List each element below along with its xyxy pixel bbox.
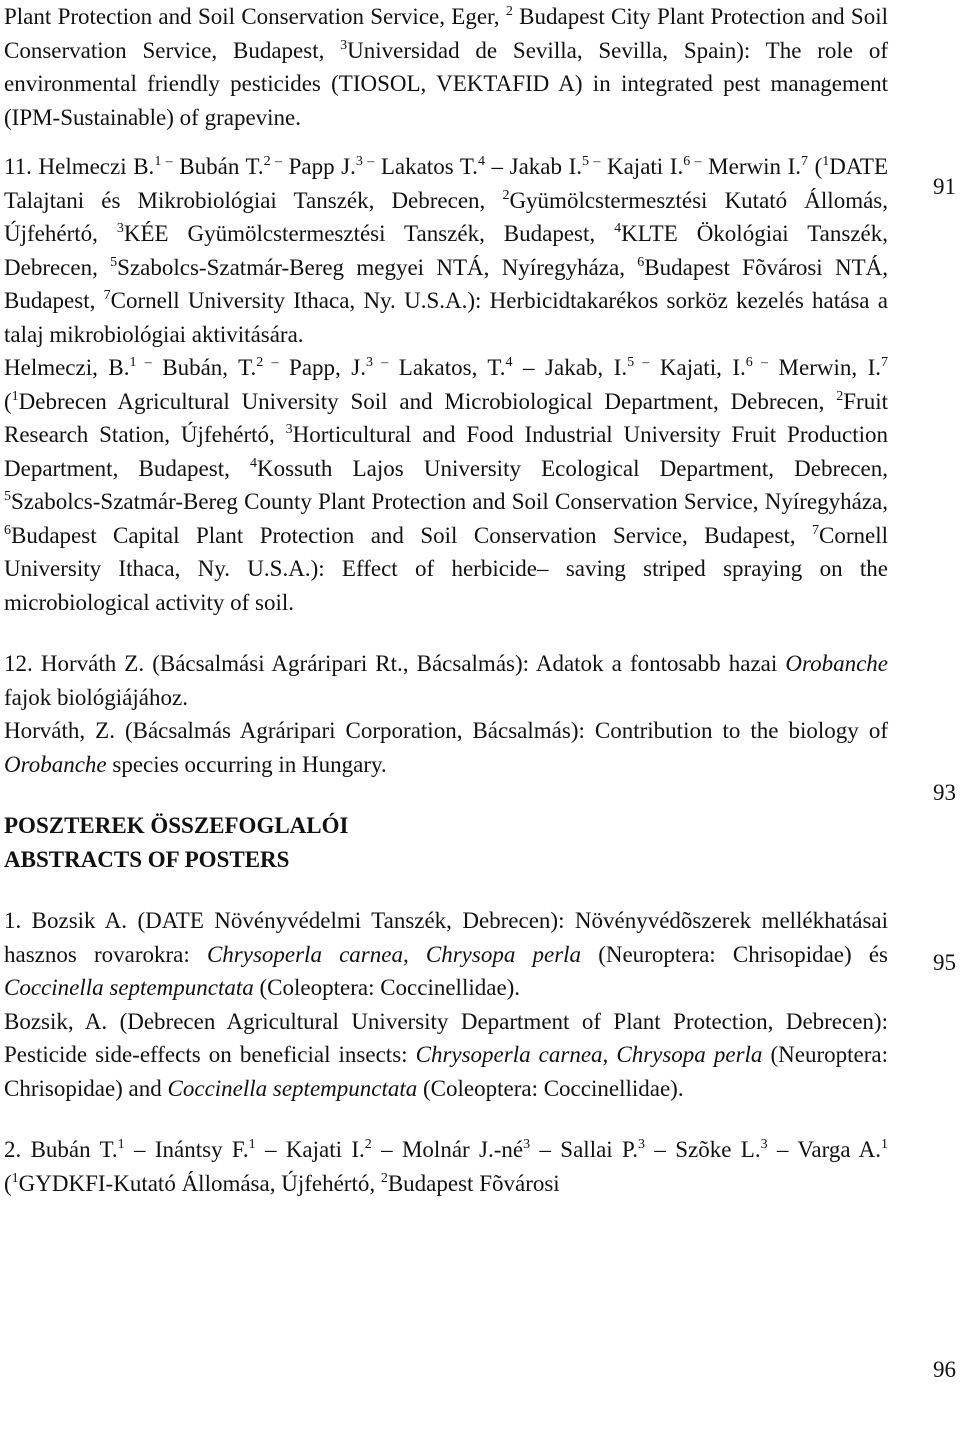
superscript: 1 <box>11 1170 19 1186</box>
text: Papp J. <box>281 154 356 179</box>
entry-12-hungarian <box>4 647 888 714</box>
text: Plant Protection and Soil Conservation Service, Eger, <box>4 4 506 29</box>
superscript: 6 <box>4 522 11 538</box>
text: – Molnár J.-né <box>371 1137 524 1162</box>
superscript: 6 <box>637 254 645 270</box>
text: (Neuroptera: Chrisopidae) and <box>4 1042 888 1101</box>
text: Budapest Fõvárosi <box>387 1170 560 1196</box>
text: Budapest Fõvárosi NTÁ, Budapest, <box>4 254 888 313</box>
text: 2. Bubán T. <box>4 1137 118 1162</box>
superscript: 7 <box>801 154 808 169</box>
text: – Varga A. <box>767 1137 882 1162</box>
entry-11-english <box>4 351 888 619</box>
text: Cornell University Ithaca, Ny. U.S.A.): Herbicidtakarékos sorköz kezelés hatása a talaj mikrobiológiai aktivitására. <box>4 288 888 347</box>
superscript: 7 <box>103 288 111 303</box>
text: Budapest City Plant Protection and Soil Conservation Service, Budapest, <box>4 4 888 63</box>
text: Bubán, T. <box>151 355 257 380</box>
superscript: 2 – <box>263 154 282 169</box>
species-name: Chrysoperla carnea, Chrysopa perla <box>415 1042 763 1067</box>
page-number-93: 93 <box>933 780 956 805</box>
text: (Neuroptera: Chrisopidae) és <box>581 941 888 967</box>
superscript: 1 – <box>154 154 173 169</box>
text: KÉE Gyümölcstermesztési Tanszék, Budapest, <box>123 221 615 246</box>
superscript: 5 – <box>582 154 601 169</box>
superscript: 2 <box>836 388 844 404</box>
superscript: 3 <box>523 1137 531 1152</box>
superscript: 3 <box>116 221 124 236</box>
superscript: 1 <box>11 388 19 404</box>
superscript: 5 – <box>627 355 650 370</box>
text: 11. Helmeczi B. <box>4 154 155 179</box>
text: ( <box>4 1170 12 1196</box>
superscript: 2 – <box>256 355 279 370</box>
text: Kajati I. <box>600 154 684 179</box>
superscript: 5 <box>4 489 11 504</box>
text: – Inántsy F. <box>124 1137 249 1162</box>
text: ( <box>808 154 823 179</box>
superscript: 6 – <box>745 355 769 370</box>
species-name: Orobanche <box>4 751 107 777</box>
text: GYDKFI-Kutató Állomása, Újfehértó, <box>18 1170 381 1196</box>
text: KLTE Ökológiai Tanszék, Debrecen, <box>4 221 888 280</box>
posters-heading-english: ABSTRACTS OF POSTERS <box>4 846 290 872</box>
superscript: 3 <box>285 422 293 437</box>
superscript: 1 <box>117 1137 125 1152</box>
superscript: 4 <box>614 221 622 236</box>
superscript: 1 – <box>129 355 152 370</box>
superscript: 3 <box>638 1137 646 1152</box>
text: ( <box>4 388 12 414</box>
text: Kossuth Lajos University Ecological Department, Debrecen, <box>257 455 888 481</box>
superscript: 2 <box>380 1170 388 1186</box>
text: Budapest Capital Plant Protection and Soil Conservation Service, Budapest, <box>11 522 812 548</box>
superscript: 5 <box>110 254 118 270</box>
entry-11-hungarian <box>4 150 888 351</box>
page-number-91: 91 <box>933 174 956 199</box>
superscript: 2 <box>364 1137 372 1152</box>
species-name: Coccinella septempunctata <box>4 975 254 1000</box>
text: Merwin I. <box>701 154 801 179</box>
species-name: Coccinella septempunctata <box>167 1075 418 1101</box>
entry-10-english <box>4 0 888 134</box>
text: – Kajati I. <box>255 1137 365 1162</box>
superscript: 4 <box>477 154 485 169</box>
superscript: 7 <box>881 355 889 370</box>
text: – Jakab I. <box>484 154 583 179</box>
page-number-96: 96 <box>933 1357 956 1382</box>
superscript: 3 <box>760 1137 768 1152</box>
text: Horticultural and Food Industrial University Fruit Production Department, Budapest, <box>4 422 888 481</box>
text: Lakatos, T. <box>388 355 506 380</box>
text: Lakatos T. <box>374 154 478 179</box>
text: Kajati, I. <box>649 355 746 380</box>
document-page <box>4 0 888 1200</box>
text: Merwin, I. <box>768 355 882 380</box>
superscript: 1 <box>822 154 830 169</box>
text: fajok biológiájához. <box>4 684 188 710</box>
superscript: 2 <box>505 4 513 19</box>
superscript: 4 <box>250 455 258 471</box>
text: Cornell University Ithaca, Ny. U.S.A.): Effect of herbicide– saving striped spraying on the microbiological activity of soil. <box>4 522 888 615</box>
text: – Sallai P. <box>530 1137 639 1162</box>
superscript: 1 <box>881 1137 889 1152</box>
text: (Coleoptera: Coccinellidae). <box>253 975 521 1000</box>
superscript: 6 – <box>683 154 702 169</box>
species-name: Orobanche <box>785 651 888 676</box>
text: Debrecen Agricultural University Soil and Microbiological Department, Debrecen, <box>18 388 837 414</box>
superscript: 3 – <box>366 355 389 370</box>
text: – Jakab, I. <box>512 355 628 380</box>
text: (Coleoptera: Coccinellidae). <box>417 1075 684 1101</box>
text: 1. Bozsik A. (DATE Növényvédelmi Tanszék, Debrecen): Növényvédõszerek mellékhatásai hasznos rovarokra: <box>4 908 888 967</box>
text: Papp, J. <box>278 355 366 380</box>
text: species occurring in Hungary. <box>106 751 387 777</box>
text: – Szõke L. <box>645 1137 761 1162</box>
text: 12. Horváth Z. (Bácsalmási Agráripari Rt., Bácsalmás): Adatok a fontosabb hazai <box>4 651 786 676</box>
poster-1-english <box>4 1005 888 1106</box>
text: DATE Talajtani és Mikrobiológiai Tanszék, Debrecen, <box>4 154 889 213</box>
entry-12-english <box>4 714 888 781</box>
superscript: 2 <box>502 187 510 203</box>
superscript: 3 <box>340 37 348 53</box>
species-name: Chrysoperla carnea, Chrysopa perla <box>206 941 582 967</box>
text: Fruit Research Station, Újfehértó, <box>4 388 888 447</box>
text: Bubán T. <box>172 154 264 179</box>
text: Universidad de Sevilla, Sevilla, Spain): The role of environmental friendly pesticides (TIOSOL, VEKTAFID A) in integrated pest management (IPM-Sustainable) of grapevine. <box>4 37 888 130</box>
posters-heading-hungarian: POSZTEREK ÖSSZEFOGLALÓI <box>4 813 349 838</box>
text: Helmeczi, B. <box>4 355 130 380</box>
superscript: 1 <box>248 1137 256 1152</box>
text: Szabolcs-Szatmár-Bereg megyei NTÁ, Nyíregyháza, <box>117 254 638 280</box>
text: Bozsik, A. (Debrecen Agricultural University Department of Plant Protection, Debrecen): Pesticide side-effects on beneficial insects: <box>4 1008 888 1067</box>
poster-2-hungarian <box>4 1133 888 1200</box>
page-number-95: 95 <box>933 950 956 975</box>
text: Gyümölcstermesztési Kutató Állomás, Újfehértó, <box>4 187 888 246</box>
poster-1-hungarian <box>4 904 888 1005</box>
text: Szabolcs-Szatmár-Bereg County Plant Protection and Soil Conservation Service, Nyíregyháza, <box>11 489 888 514</box>
superscript: 3 – <box>355 154 375 169</box>
superscript: 7 <box>812 522 819 538</box>
text: Horváth, Z. (Bácsalmás Agráripari Corporation, Bácsalmás): Contribution to the biology of <box>4 718 888 743</box>
superscript: 4 <box>505 355 513 370</box>
